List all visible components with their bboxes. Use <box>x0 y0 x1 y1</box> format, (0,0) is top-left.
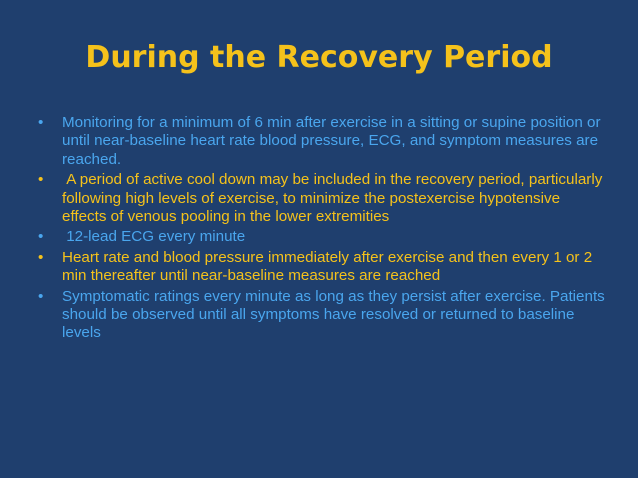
bullet-text: Symptomatic ratings every minute as long as they persist after exercise. Patients should be observed until all symptoms have resolved or returned to baseline levels <box>62 287 605 342</box>
bullet-list <box>38 114 608 345</box>
bullet-item-symptoms <box>38 288 608 343</box>
bullet-item-monitoring <box>38 114 608 169</box>
bullet-text: 12-lead ECG every minute <box>62 228 246 246</box>
bullet-marker: • <box>38 228 44 246</box>
bullet-marker: • <box>38 287 44 305</box>
bullet-item-heart-rate <box>38 249 608 286</box>
bullet-text: Monitoring for a minimum of 6 min after exercise in a sitting or supine position or until near-baseline heart rate blood pressure, ECG, and symptom measures are reached. <box>62 114 601 168</box>
bullet-marker: • <box>38 248 44 266</box>
bullet-marker: • <box>38 114 44 131</box>
bullet-item-cool-down <box>38 171 608 226</box>
bullet-text: A period of active cool down may be included in the recovery period, particularly following high levels of exercise, to minimize the postexercise hypotensive effects of venous pooling in the lower extremities <box>62 171 607 226</box>
bullet-marker: • <box>38 171 44 189</box>
bullet-text: Heart rate and blood pressure immediately after exercise and then every 1 or 2 min thereafter until near-baseline measures are reached <box>62 248 593 285</box>
bullet-item-ecg <box>38 228 608 246</box>
slide-title: During the Recovery Period <box>85 40 553 75</box>
